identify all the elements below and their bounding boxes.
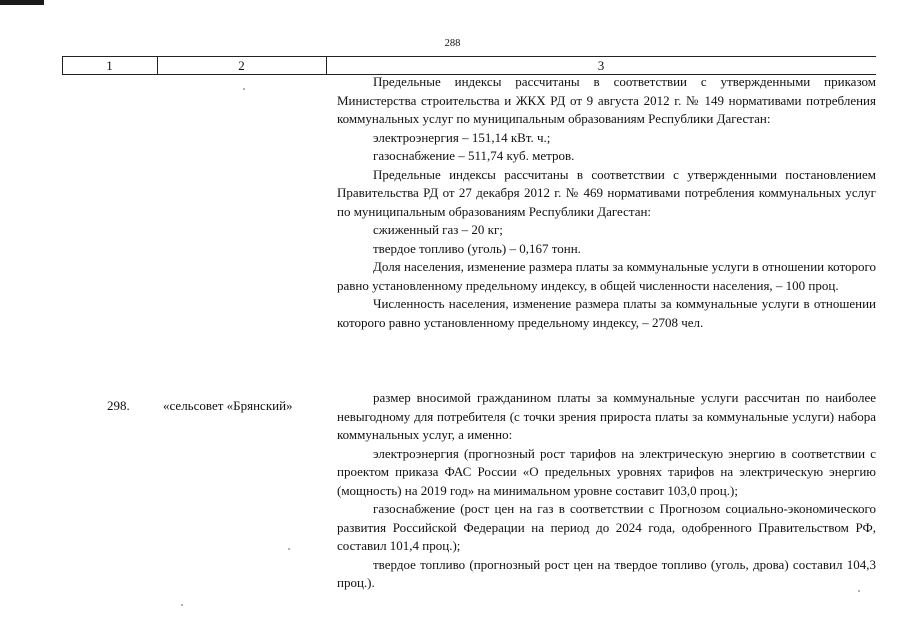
paragraph: твердое топливо (прогнозный рост цен на твердое топливо (уголь, дрова) составил 104,3 проц.). [337,556,876,590]
paragraph: Численность населения, изменение размера платы за коммунальные услуги в отношении которого равно установленному предельному индексу, – 2708 чел. [337,296,876,330]
scan-speck [243,88,245,90]
paragraph: Предельные индексы рассчитаны в соответствии с утвержденными приказом Министерства строительства и ЖКХ РД от 9 августа 2012 г. № 149 нормативами потребления коммунальных услуг по муниципальным образованиям Республики Дагестан: [337,74,876,126]
scan-corner-mark [0,0,44,5]
scan-speck [858,590,860,592]
list-item: твердое топливо (уголь) – 0,167 тонн. [373,240,581,256]
list-item: сжиженный газ – 20 кг; [373,222,503,237]
column-header-1: 1 [106,58,113,73]
row-number: 298. [107,398,130,413]
indices-description-block [337,73,876,332]
scan-speck [288,548,290,550]
paragraph: Доля населения, изменение размера платы за коммунальные услуги в отношении которого равно установленному предельному индексу, в общей численности населения, – 100 проц. [337,259,876,293]
page-number: 288 [444,38,461,49]
paragraph: газоснабжение (рост цен на газ в соответствии с Прогнозом социально-экономического развития Российской Федерации на период до 2024 года, одобренного Правительством РФ, составил 101,4 проц.); [337,501,876,553]
paragraph: размер вносимой гражданином платы за коммунальные услуги рассчитан по наиболее невыгодному для потребителя (с точки зрения прироста платы за коммунальные услуги) набора коммунальных услуг, а именно: [337,390,876,442]
scan-speck [181,604,183,606]
paragraph: Предельные индексы рассчитаны в соответствии с утвержденными постановлением Правительства РД от 27 декабря 2012 г. № 469 нормативами потребления коммунальных услуг по муниципальным образованиям Республики Дагестан: [337,166,876,219]
paragraph: электроэнергия (прогнозный рост тарифов на электрическую энергию в соответствии с проектом приказа ФАС России «О предельных уровнях тарифов на электрическую энергию (мощность) на 2019 год» на минимальном уровне составит 103,0 проц.); [337,445,876,498]
list-item: электроэнергия – 151,14 кВт. ч.; [373,129,551,145]
table-header-row [62,57,876,74]
column-header-2: 2 [238,58,245,73]
column-header-3: 3 [597,58,605,73]
municipality-name: «сельсовет «Брянский» [163,398,293,413]
row-298-description [337,389,876,593]
list-item: газоснабжение – 511,74 куб. метров. [373,148,575,163]
